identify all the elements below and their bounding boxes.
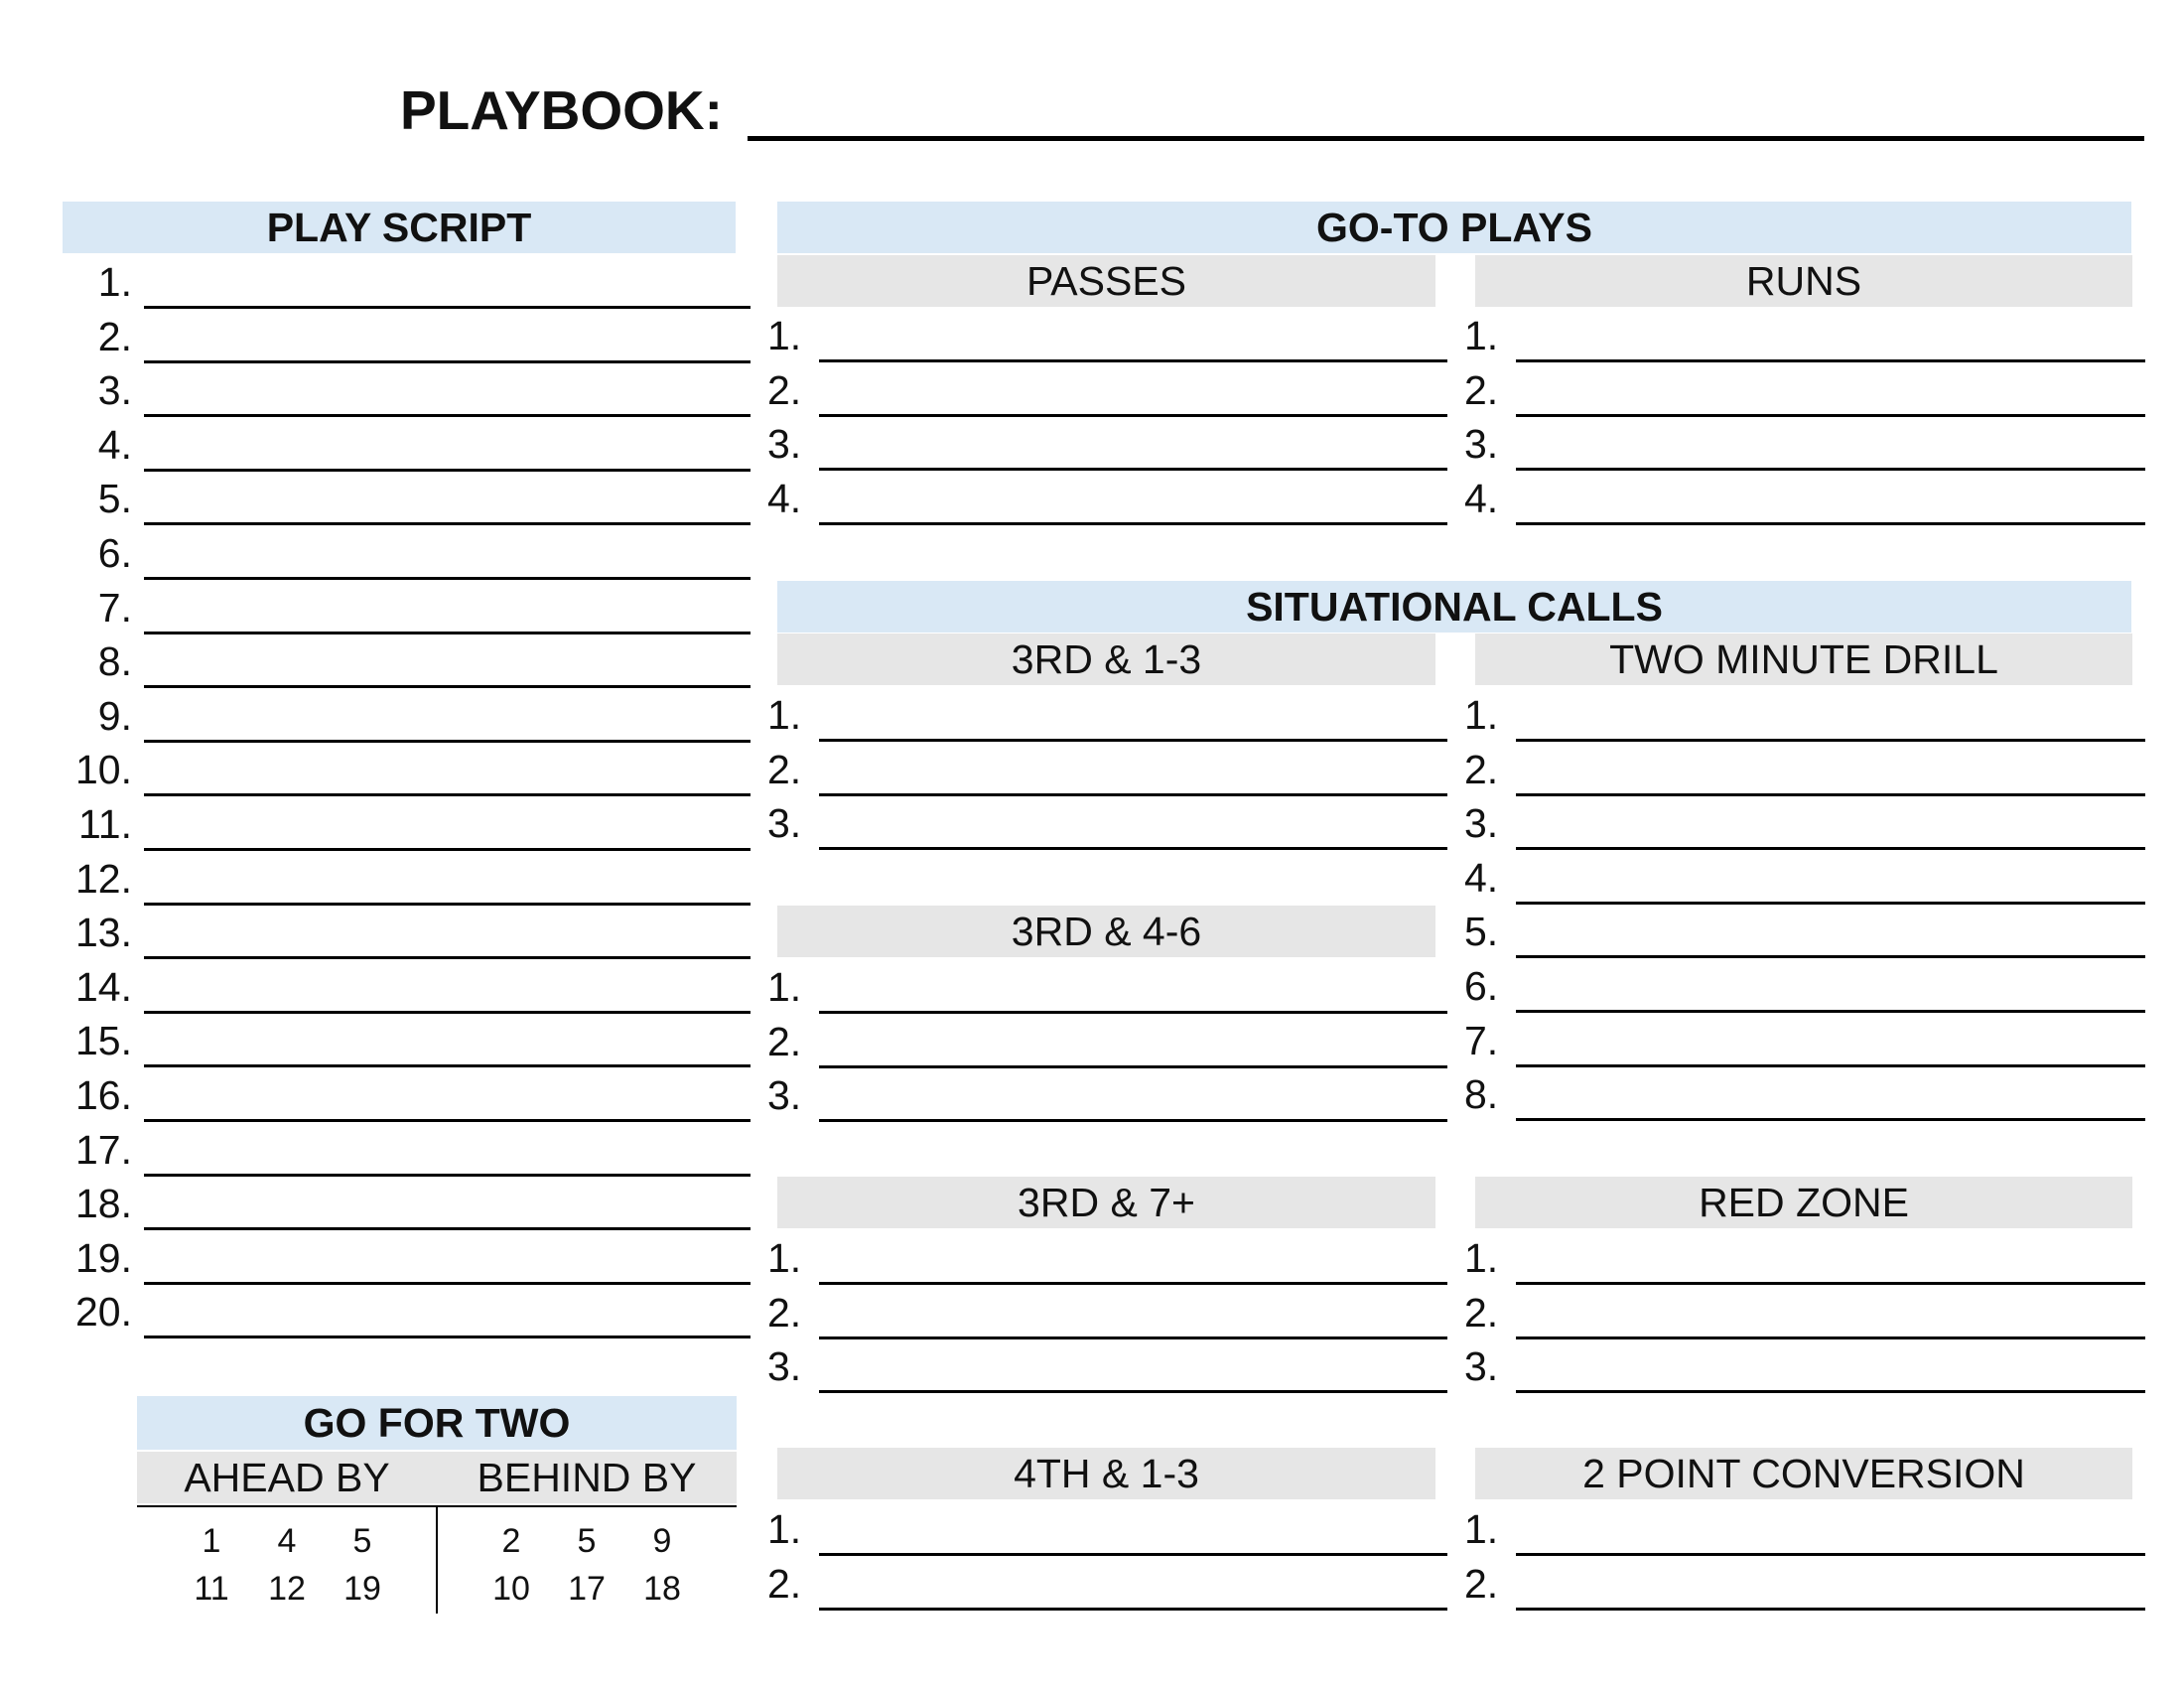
item-number: 8. [1464,1071,1499,1118]
point-value: 11 [194,1570,229,1608]
list-row [1464,1067,2145,1121]
write-in-line[interactable] [1516,793,2145,796]
list-row [1464,309,2145,362]
item-number: 18. [75,1181,132,1227]
write-in-line[interactable] [819,522,1447,525]
list-row [63,418,751,472]
item-number: 2. [767,1018,802,1064]
write-in-line[interactable] [1516,847,2145,850]
list-row [63,581,751,634]
item-number: 4. [767,475,802,521]
list-row [1464,472,2145,525]
list-row [767,1231,1447,1285]
write-in-line[interactable] [1516,955,2145,958]
write-in-line[interactable] [1516,1553,2145,1556]
go-to-plays-header: GO-TO PLAYS [777,202,2131,253]
write-in-line[interactable] [144,306,751,309]
list-row [1464,363,2145,417]
list-row [1464,1339,2145,1393]
list-row [767,309,1447,362]
write-in-line[interactable] [1516,1390,2145,1393]
list-row [767,472,1447,525]
write-in-line[interactable] [819,1282,1447,1285]
item-number: 3. [767,1343,802,1390]
list-row [63,1285,751,1338]
item-number: 4. [97,421,132,468]
item-number: 3. [767,800,802,847]
item-number: 2. [97,313,132,359]
item-number: 16. [75,1072,132,1118]
list-row [63,906,751,959]
item-number: 13. [75,910,132,956]
item-number: 5. [97,476,132,522]
write-in-line[interactable] [144,360,751,363]
item-number: 3. [767,1072,802,1119]
item-number: 1. [1464,313,1499,358]
item-number: 5. [1464,909,1499,955]
list-row [63,526,751,580]
write-in-line[interactable] [819,414,1447,417]
list-row [1464,796,2145,850]
two-minute-drill-header: TWO MINUTE DRILL [1475,633,2132,685]
behind-by-header: BEHIND BY [437,1452,737,1503]
item-number: 6. [97,530,132,576]
point-value: 10 [492,1570,530,1608]
list-row [767,1557,1447,1611]
passes-header: PASSES [777,255,1435,307]
item-number: 2. [767,366,802,413]
ahead-by-values [137,1517,437,1613]
item-number: 14. [75,963,132,1010]
play-script-header: PLAY SCRIPT [63,202,736,253]
list-row [1464,959,2145,1013]
write-in-line[interactable] [819,1608,1447,1611]
list-row [1464,688,2145,742]
go-for-two-header: GO FOR TWO [137,1396,737,1450]
write-in-line[interactable] [144,632,751,634]
write-in-line[interactable] [144,1336,751,1338]
item-number: 17. [75,1126,132,1173]
value-row [437,1565,737,1613]
write-in-line[interactable] [819,847,1447,850]
list-row [767,688,1447,742]
list-row [63,1231,751,1285]
list-row [63,1068,751,1122]
write-in-line[interactable] [144,1282,751,1285]
item-number: 1. [767,964,802,1010]
third-medium-header: 3RD & 4-6 [777,906,1435,957]
list-row [1464,1231,2145,1285]
list-row [1464,905,2145,958]
list-row [63,852,751,906]
point-value: 19 [343,1570,381,1608]
write-in-line[interactable] [1516,1010,2145,1013]
item-number: 9. [97,692,132,739]
write-in-line[interactable] [819,1065,1447,1068]
item-number: 3. [767,421,802,468]
list-row [63,363,751,417]
write-in-line[interactable] [1516,1608,2145,1611]
item-number: 1. [767,1506,802,1552]
item-number: 19. [75,1234,132,1281]
point-value: 2 [501,1522,521,1560]
write-in-line[interactable] [1516,414,2145,417]
list-row [1464,1286,2145,1339]
list-row [767,1068,1447,1122]
list-row [63,634,751,688]
list-row [1464,417,2145,471]
item-number: 1. [1464,1235,1499,1281]
write-in-line[interactable] [1516,359,2145,362]
write-in-line[interactable] [144,903,751,906]
list-row [1464,1557,2145,1611]
write-in-line[interactable] [144,740,751,743]
list-row [63,1177,751,1230]
write-in-line[interactable] [144,956,751,959]
point-value: 9 [652,1522,672,1560]
write-in-line[interactable] [1516,1282,2145,1285]
playbook-name-field[interactable] [748,136,2144,141]
write-in-line[interactable] [1516,468,2145,471]
item-number: 11. [78,801,132,847]
item-number: 3. [97,367,132,414]
item-number: 1. [97,259,132,305]
third-short-header: 3RD & 1-3 [777,633,1435,685]
list-row [63,472,751,525]
write-in-line[interactable] [819,1336,1447,1339]
write-in-line[interactable] [144,1064,751,1067]
value-row [137,1517,437,1565]
item-number: 10. [75,747,132,793]
runs-header: RUNS [1475,255,2132,307]
red-zone-header: RED ZONE [1475,1177,2132,1228]
write-in-line[interactable] [144,685,751,688]
write-in-line[interactable] [144,1227,751,1230]
item-number: 2. [767,1289,802,1336]
list-row [767,417,1447,471]
list-row [767,1015,1447,1068]
item-number: 4. [1464,475,1499,521]
item-number: 2. [1464,746,1499,792]
write-in-line[interactable] [819,1390,1447,1393]
write-in-line[interactable] [144,522,751,525]
write-in-line[interactable] [1516,1118,2145,1121]
point-value: 12 [268,1570,306,1608]
point-value: 4 [277,1522,297,1560]
fourth-short-header: 4TH & 1-3 [777,1448,1435,1499]
item-number: 4. [1464,854,1499,901]
item-number: 7. [97,584,132,631]
write-in-line[interactable] [1516,1064,2145,1067]
item-number: 2. [1464,1289,1499,1336]
ahead-by-header: AHEAD BY [137,1452,437,1503]
behind-by-values [437,1517,737,1613]
situational-calls-header: SITUATIONAL CALLS [777,581,2131,633]
write-in-line[interactable] [144,414,751,417]
list-row [63,797,751,851]
list-row [767,743,1447,796]
write-in-line[interactable] [819,1119,1447,1122]
list-row [767,796,1447,850]
write-in-line[interactable] [819,793,1447,796]
item-number: 6. [1464,963,1499,1009]
item-number: 1. [767,313,802,358]
write-in-line[interactable] [819,359,1447,362]
item-number: 2. [767,1560,802,1607]
list-row [63,743,751,796]
page-title: PLAYBOOK: [400,79,723,141]
list-row [63,960,751,1014]
list-row [767,1286,1447,1339]
item-number: 12. [75,855,132,902]
list-row [63,1123,751,1177]
write-in-line[interactable] [144,848,751,851]
list-row [767,1502,1447,1556]
point-value: 17 [568,1570,606,1608]
list-row [63,1014,751,1067]
item-number: 3. [1464,800,1499,847]
item-number: 2. [1464,366,1499,413]
point-value: 1 [202,1522,221,1560]
item-number: 15. [75,1018,132,1064]
write-in-line[interactable] [144,1011,751,1014]
item-number: 1. [1464,692,1499,738]
value-row [137,1565,437,1613]
item-number: 1. [1464,1506,1499,1552]
write-in-line[interactable] [144,1119,751,1122]
item-number: 3. [1464,1343,1499,1390]
write-in-line[interactable] [819,1011,1447,1014]
item-number: 8. [97,638,132,685]
list-row [63,689,751,743]
item-number: 20. [75,1289,132,1336]
list-row [1464,743,2145,796]
item-number: 2. [767,746,802,792]
list-row [1464,1014,2145,1067]
item-number: 1. [767,1235,802,1281]
write-in-line[interactable] [144,469,751,472]
item-number: 2. [1464,1560,1499,1607]
list-row [767,363,1447,417]
list-row [1464,851,2145,905]
write-in-line[interactable] [1516,522,2145,525]
item-number: 7. [1464,1017,1499,1063]
item-number: 3. [1464,421,1499,468]
list-row [63,255,751,309]
write-in-line[interactable] [819,739,1447,742]
list-row [767,960,1447,1014]
point-value: 5 [352,1522,372,1560]
list-row [63,310,751,363]
write-in-line[interactable] [144,577,751,580]
write-in-line[interactable] [144,793,751,796]
list-row [767,1339,1447,1393]
write-in-line[interactable] [819,1553,1447,1556]
write-in-line[interactable] [1516,739,2145,742]
two-point-conversion-header: 2 POINT CONVERSION [1475,1448,2132,1499]
write-in-line[interactable] [144,1174,751,1177]
list-row [1464,1502,2145,1556]
write-in-line[interactable] [1516,902,2145,905]
third-long-header: 3RD & 7+ [777,1177,1435,1228]
value-row [437,1517,737,1565]
item-number: 1. [767,692,802,738]
write-in-line[interactable] [819,468,1447,471]
point-value: 5 [577,1522,597,1560]
point-value: 18 [643,1570,681,1608]
write-in-line[interactable] [1516,1336,2145,1339]
